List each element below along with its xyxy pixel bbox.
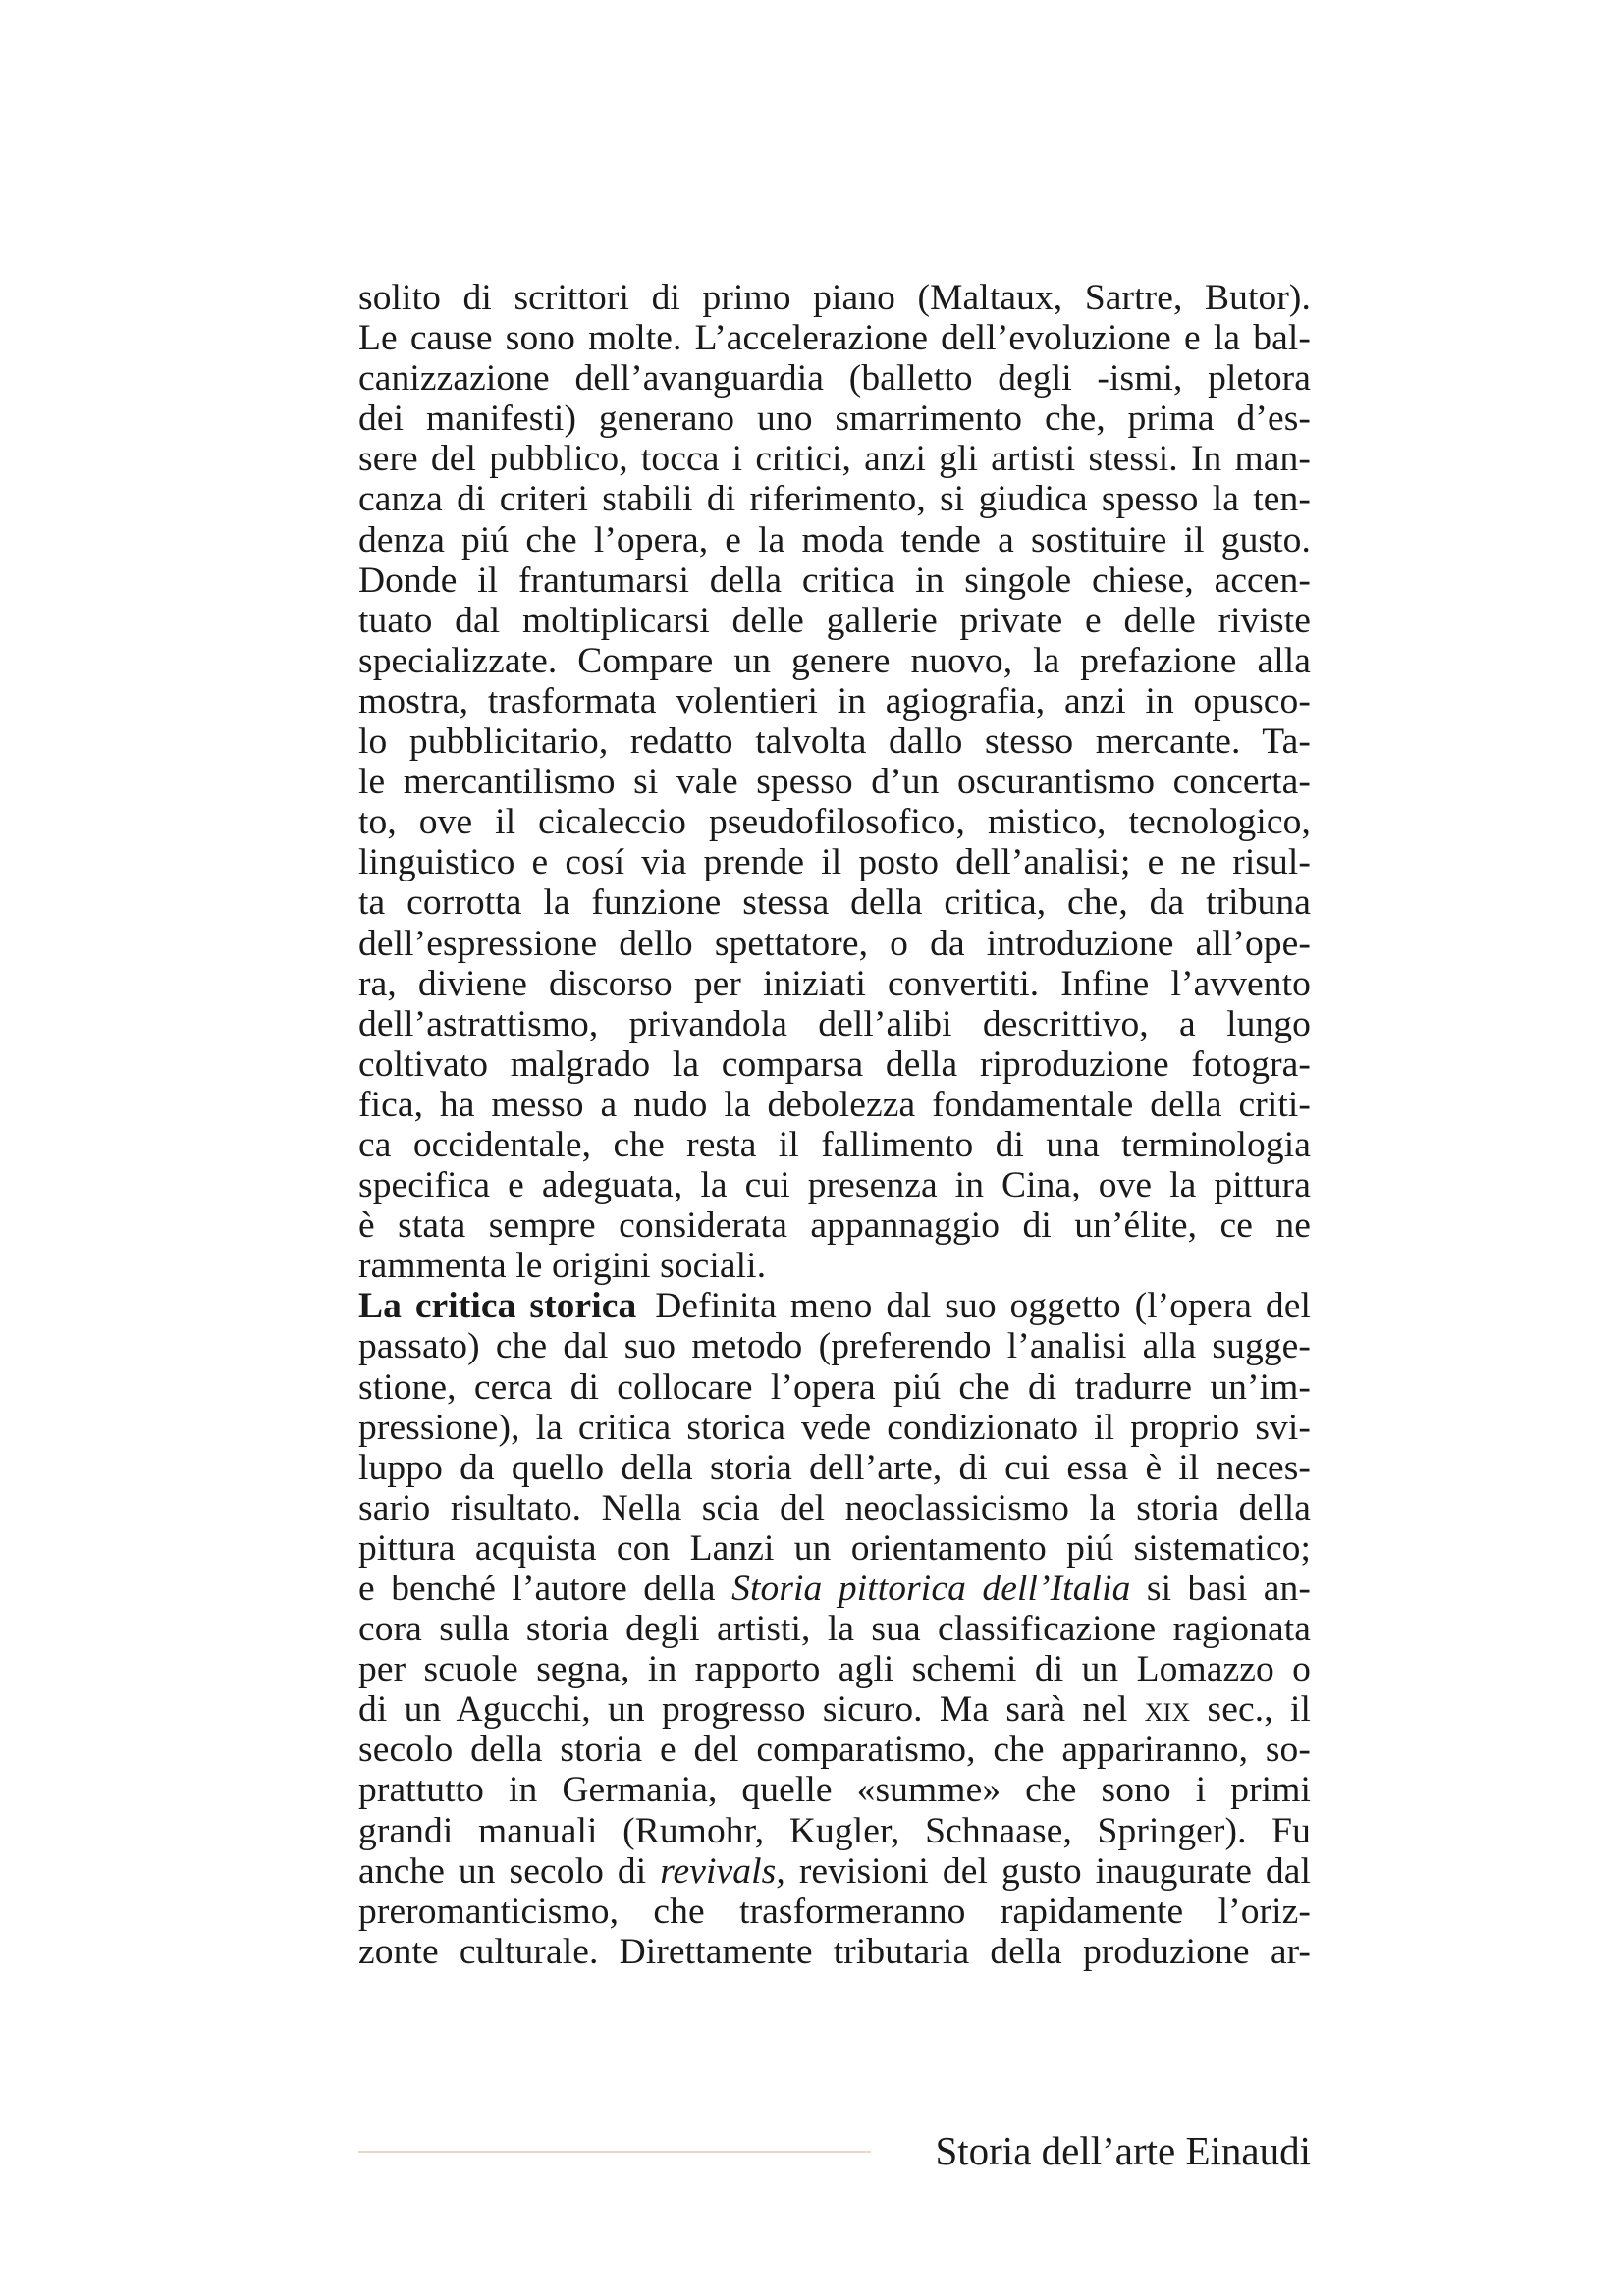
text-line: pressione), la critica storica vede condizionato il proprio svi- xyxy=(358,1407,1311,1448)
text-line xyxy=(358,1851,1311,1892)
text-line: fica, ha messo a nudo la debolezza fondamentale della criti- xyxy=(358,1084,1311,1125)
text-line: specializzate. Compare un genere nuovo, la prefazione alla xyxy=(358,640,1311,681)
text-line: dell’astrattismo, privandola dell’alibi descrittivo, a lungo xyxy=(358,1003,1311,1044)
text-line: canizzazione dell’avanguardia (balletto degli -ismi, pletora xyxy=(358,358,1311,400)
text-line-part: Definita meno dal suo oggetto (l’opera del xyxy=(655,1286,1312,1327)
text-line: to, ove il cicaleccio pseudofilosofico, mistico, tecnologico, xyxy=(358,802,1311,843)
book-title: Storia pittorica dell’Italia xyxy=(731,1569,1131,1609)
text-line xyxy=(358,1569,1311,1609)
text-line: dei manifesti) generano uno smarrimento che, prima d’es- xyxy=(358,399,1311,440)
text-line: prattutto in Germania, quelle «summe» che sono i primi xyxy=(358,1770,1311,1811)
text-line: le mercantilismo si vale spesso d’un oscurantismo concerta- xyxy=(358,762,1311,803)
body-text xyxy=(358,278,1311,1972)
text-line-part: e benché l’autore della xyxy=(358,1569,716,1609)
footer-label: Storia dell’arte Einaudi xyxy=(935,2128,1311,2173)
text-line: ra, diviene discorso per iniziati convertiti. Infine l’avvento xyxy=(358,963,1311,1004)
text-line: linguistico e cosí via prende il posto dell’analisi; e ne risul- xyxy=(358,842,1311,883)
text-line-part: si basi an- xyxy=(1146,1569,1311,1609)
text-line: ta corrotta la funzione stessa della critica, che, da tribuna xyxy=(358,882,1311,924)
text-line: secolo della storia e del comparatismo, che appariranno, so- xyxy=(358,1730,1311,1771)
text-line-part: di un Agucchi, un progresso sicuro. Ma sarà nel xyxy=(358,1689,1128,1731)
text-line-part: revisioni del gusto inaugurate dal xyxy=(798,1850,1312,1892)
text-line: sario risultato. Nella scia del neoclassicismo la storia della xyxy=(358,1487,1311,1528)
text-line: zonte culturale. Direttamente tributaria della produzione ar- xyxy=(358,1931,1311,1972)
text-line: luppo da quello della storia dell’arte, di cui essa è il neces- xyxy=(358,1447,1311,1488)
text-line: per scuole segna, in rapporto agli schemi di un Lomazzo o xyxy=(358,1649,1311,1690)
century-numeral: xix xyxy=(1144,1689,1191,1731)
text-line: passato) che dal suo metodo (preferendo l’analisi alla sugge- xyxy=(358,1326,1311,1367)
text-line: ca occidentale, che resta il fallimento di una terminologia xyxy=(358,1124,1311,1165)
text-line: coltivato malgrado la comparsa della riproduzione fotogra- xyxy=(358,1043,1311,1085)
text-line: mostra, trasformata volentieri in agiografia, anzi in opusco- xyxy=(358,680,1311,721)
text-line: Donde il frantumarsi della critica in singole chiese, accen- xyxy=(358,560,1311,601)
text-line: Le cause sono molte. L’accelerazione dell’evoluzione e la bal- xyxy=(358,318,1311,359)
text-line: grandi manuali (Rumohr, Kugler, Schnaase, Springer). Fu xyxy=(358,1810,1311,1851)
text-line xyxy=(358,1689,1311,1730)
text-line: dell’espressione dello spettatore, o da introduzione all’ope- xyxy=(358,923,1311,964)
text-line: lo pubblicitario, redatto talvolta dallo stesso mercante. Ta- xyxy=(358,721,1311,763)
italic-term: revivals, xyxy=(660,1850,785,1892)
text-line: cora sulla storia degli artisti, la sua classificazione ragionata xyxy=(358,1609,1311,1650)
section-heading-line xyxy=(358,1286,1311,1326)
text-line: solito di scrittori di primo piano (Maltaux, Sartre, Butor). xyxy=(358,278,1311,318)
text-line-part: sec., il xyxy=(1207,1689,1311,1731)
text-line-part: anche un secolo di xyxy=(358,1850,647,1892)
text-line: denza piú che l’opera, e la moda tende a sostituire il gusto. xyxy=(358,519,1311,561)
text-line: tuato dal moltiplicarsi delle gallerie private e delle riviste xyxy=(358,600,1311,641)
text-line: preromanticismo, che trasformeranno rapidamente l’oriz- xyxy=(358,1891,1311,1932)
text-line: specifica e adeguata, la cui presenza in Cina, ove la pittura xyxy=(358,1165,1311,1206)
section-heading: La critica storica xyxy=(358,1286,637,1327)
text-line: stione, cerca di collocare l’opera piú che di tradurre un’im- xyxy=(358,1366,1311,1408)
text-line: è stata sempre considerata appannaggio di un’élite, ce ne xyxy=(358,1205,1311,1247)
text-line: pittura acquista con Lanzi un orientamento piú sistematico; xyxy=(358,1527,1311,1569)
text-line: rammenta le origini sociali. xyxy=(358,1246,767,1287)
text-line: canza di criteri stabili di riferimento, si giudica spesso la ten- xyxy=(358,479,1311,520)
text-line: sere del pubblico, tocca i critici, anzi gli artisti stessi. In man- xyxy=(358,439,1311,480)
footer-rule xyxy=(358,2151,871,2153)
